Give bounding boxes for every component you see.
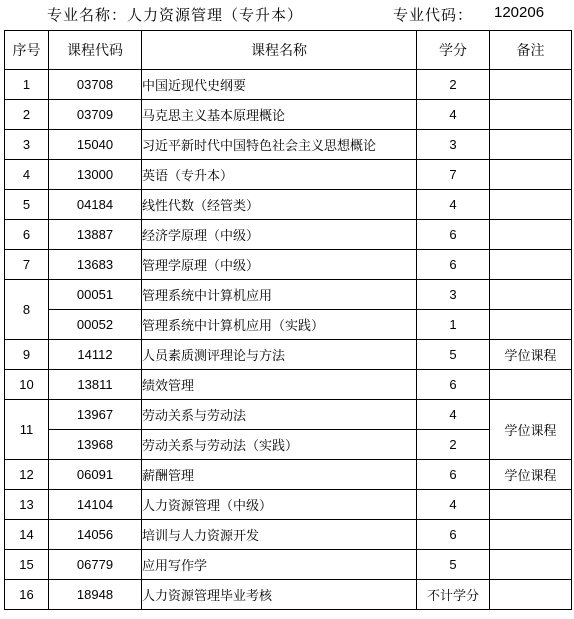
table-row [5, 280, 572, 310]
major-code-label: 专业代码： [393, 6, 474, 24]
major-code-value: 120206 [494, 4, 545, 21]
table-row [5, 430, 572, 460]
credit-cell: 2 [417, 430, 490, 460]
credit-cell: 6 [417, 460, 490, 490]
major-name-label: 专业名称：人力资源管理（专升本） [47, 6, 304, 24]
seq-cell: 3 [5, 130, 49, 160]
table-row [5, 130, 572, 160]
column-header-note: 备注 [490, 31, 572, 70]
course-name-cell: 管理系统中计算机应用 [142, 280, 417, 310]
course-name-cell: 管理学原理（中级） [142, 250, 417, 280]
table-row [5, 520, 572, 550]
table-row [5, 70, 572, 100]
seq-cell: 13 [5, 490, 49, 520]
note-cell [490, 70, 572, 100]
column-header-name: 课程名称 [142, 31, 417, 70]
course-name-cell: 马克思主义基本原理概论 [142, 100, 417, 130]
seq-cell: 2 [5, 100, 49, 130]
note-cell [490, 100, 572, 130]
course-name-cell: 中国近现代史纲要 [142, 70, 417, 100]
table-row [5, 340, 572, 370]
course-code-cell: 03709 [49, 100, 142, 130]
course-name-cell: 应用写作学 [142, 550, 417, 580]
course-name-cell: 经济学原理（中级） [142, 220, 417, 250]
course-name-cell: 人员素质测评理论与方法 [142, 340, 417, 370]
table-row [5, 550, 572, 580]
course-name-cell: 培训与人力资源开发 [142, 520, 417, 550]
page-header [0, 4, 574, 26]
note-cell [490, 250, 572, 280]
course-code-cell: 00052 [49, 310, 142, 340]
table-row [5, 250, 572, 280]
course-code-cell: 13000 [49, 160, 142, 190]
credit-cell: 5 [417, 550, 490, 580]
column-header-seq: 序号 [5, 31, 49, 70]
seq-cell: 4 [5, 160, 49, 190]
note-cell: 学位课程 [490, 340, 572, 370]
seq-cell: 7 [5, 250, 49, 280]
column-header-code: 课程代码 [49, 31, 142, 70]
seq-cell: 14 [5, 520, 49, 550]
course-name-cell: 习近平新时代中国特色社会主义思想概论 [142, 130, 417, 160]
course-name-cell: 劳动关系与劳动法 [142, 400, 417, 430]
course-code-cell: 04184 [49, 190, 142, 220]
credit-cell: 3 [417, 130, 490, 160]
table-header-row [5, 31, 572, 70]
seq-cell: 15 [5, 550, 49, 580]
course-code-cell: 06091 [49, 460, 142, 490]
course-name-cell: 管理系统中计算机应用（实践） [142, 310, 417, 340]
course-code-cell: 15040 [49, 130, 142, 160]
course-table [4, 30, 572, 610]
seq-cell: 1 [5, 70, 49, 100]
credit-cell: 4 [417, 490, 490, 520]
credit-cell: 7 [417, 160, 490, 190]
note-cell [490, 490, 572, 520]
note-cell [490, 370, 572, 400]
note-cell [490, 310, 572, 340]
credit-cell: 6 [417, 220, 490, 250]
course-code-cell: 14104 [49, 490, 142, 520]
course-code-cell: 13887 [49, 220, 142, 250]
table-row [5, 190, 572, 220]
seq-cell: 8 [5, 280, 49, 340]
course-code-cell: 00051 [49, 280, 142, 310]
seq-cell: 11 [5, 400, 49, 460]
credit-cell: 3 [417, 280, 490, 310]
table-row [5, 100, 572, 130]
seq-cell: 10 [5, 370, 49, 400]
course-name-cell: 人力资源管理（中级） [142, 490, 417, 520]
seq-cell: 12 [5, 460, 49, 490]
course-code-cell: 13811 [49, 370, 142, 400]
table-row [5, 220, 572, 250]
note-cell [490, 550, 572, 580]
course-code-cell: 13967 [49, 400, 142, 430]
course-code-cell: 13968 [49, 430, 142, 460]
credit-cell: 2 [417, 70, 490, 100]
seq-cell: 5 [5, 190, 49, 220]
course-name-cell: 人力资源管理毕业考核 [142, 580, 417, 610]
note-cell: 学位课程 [490, 400, 572, 460]
note-cell: 学位课程 [490, 460, 572, 490]
course-code-cell: 18948 [49, 580, 142, 610]
table-row [5, 160, 572, 190]
note-cell [490, 580, 572, 610]
table-row [5, 490, 572, 520]
course-code-cell: 06779 [49, 550, 142, 580]
credit-cell: 6 [417, 520, 490, 550]
credit-cell: 6 [417, 250, 490, 280]
seq-cell: 16 [5, 580, 49, 610]
credit-cell: 4 [417, 190, 490, 220]
credit-cell: 4 [417, 400, 490, 430]
credit-cell: 1 [417, 310, 490, 340]
note-cell [490, 160, 572, 190]
note-cell [490, 520, 572, 550]
course-code-cell: 14112 [49, 340, 142, 370]
credit-cell: 5 [417, 340, 490, 370]
course-name-cell: 劳动关系与劳动法（实践） [142, 430, 417, 460]
table-row [5, 370, 572, 400]
course-name-cell: 英语（专升本） [142, 160, 417, 190]
seq-cell: 6 [5, 220, 49, 250]
note-cell [490, 130, 572, 160]
course-code-cell: 03708 [49, 70, 142, 100]
course-name-cell: 薪酬管理 [142, 460, 417, 490]
note-cell [490, 190, 572, 220]
note-cell [490, 280, 572, 310]
table-row [5, 400, 572, 430]
course-name-cell: 绩效管理 [142, 370, 417, 400]
seq-cell: 9 [5, 340, 49, 370]
course-name-cell: 线性代数（经管类） [142, 190, 417, 220]
note-cell [490, 220, 572, 250]
course-code-cell: 13683 [49, 250, 142, 280]
course-code-cell: 14056 [49, 520, 142, 550]
credit-cell: 4 [417, 100, 490, 130]
credit-cell: 6 [417, 370, 490, 400]
table-row [5, 310, 572, 340]
column-header-credit: 学分 [417, 31, 490, 70]
credit-cell: 不计学分 [417, 580, 490, 610]
table-row [5, 460, 572, 490]
table-row [5, 580, 572, 610]
